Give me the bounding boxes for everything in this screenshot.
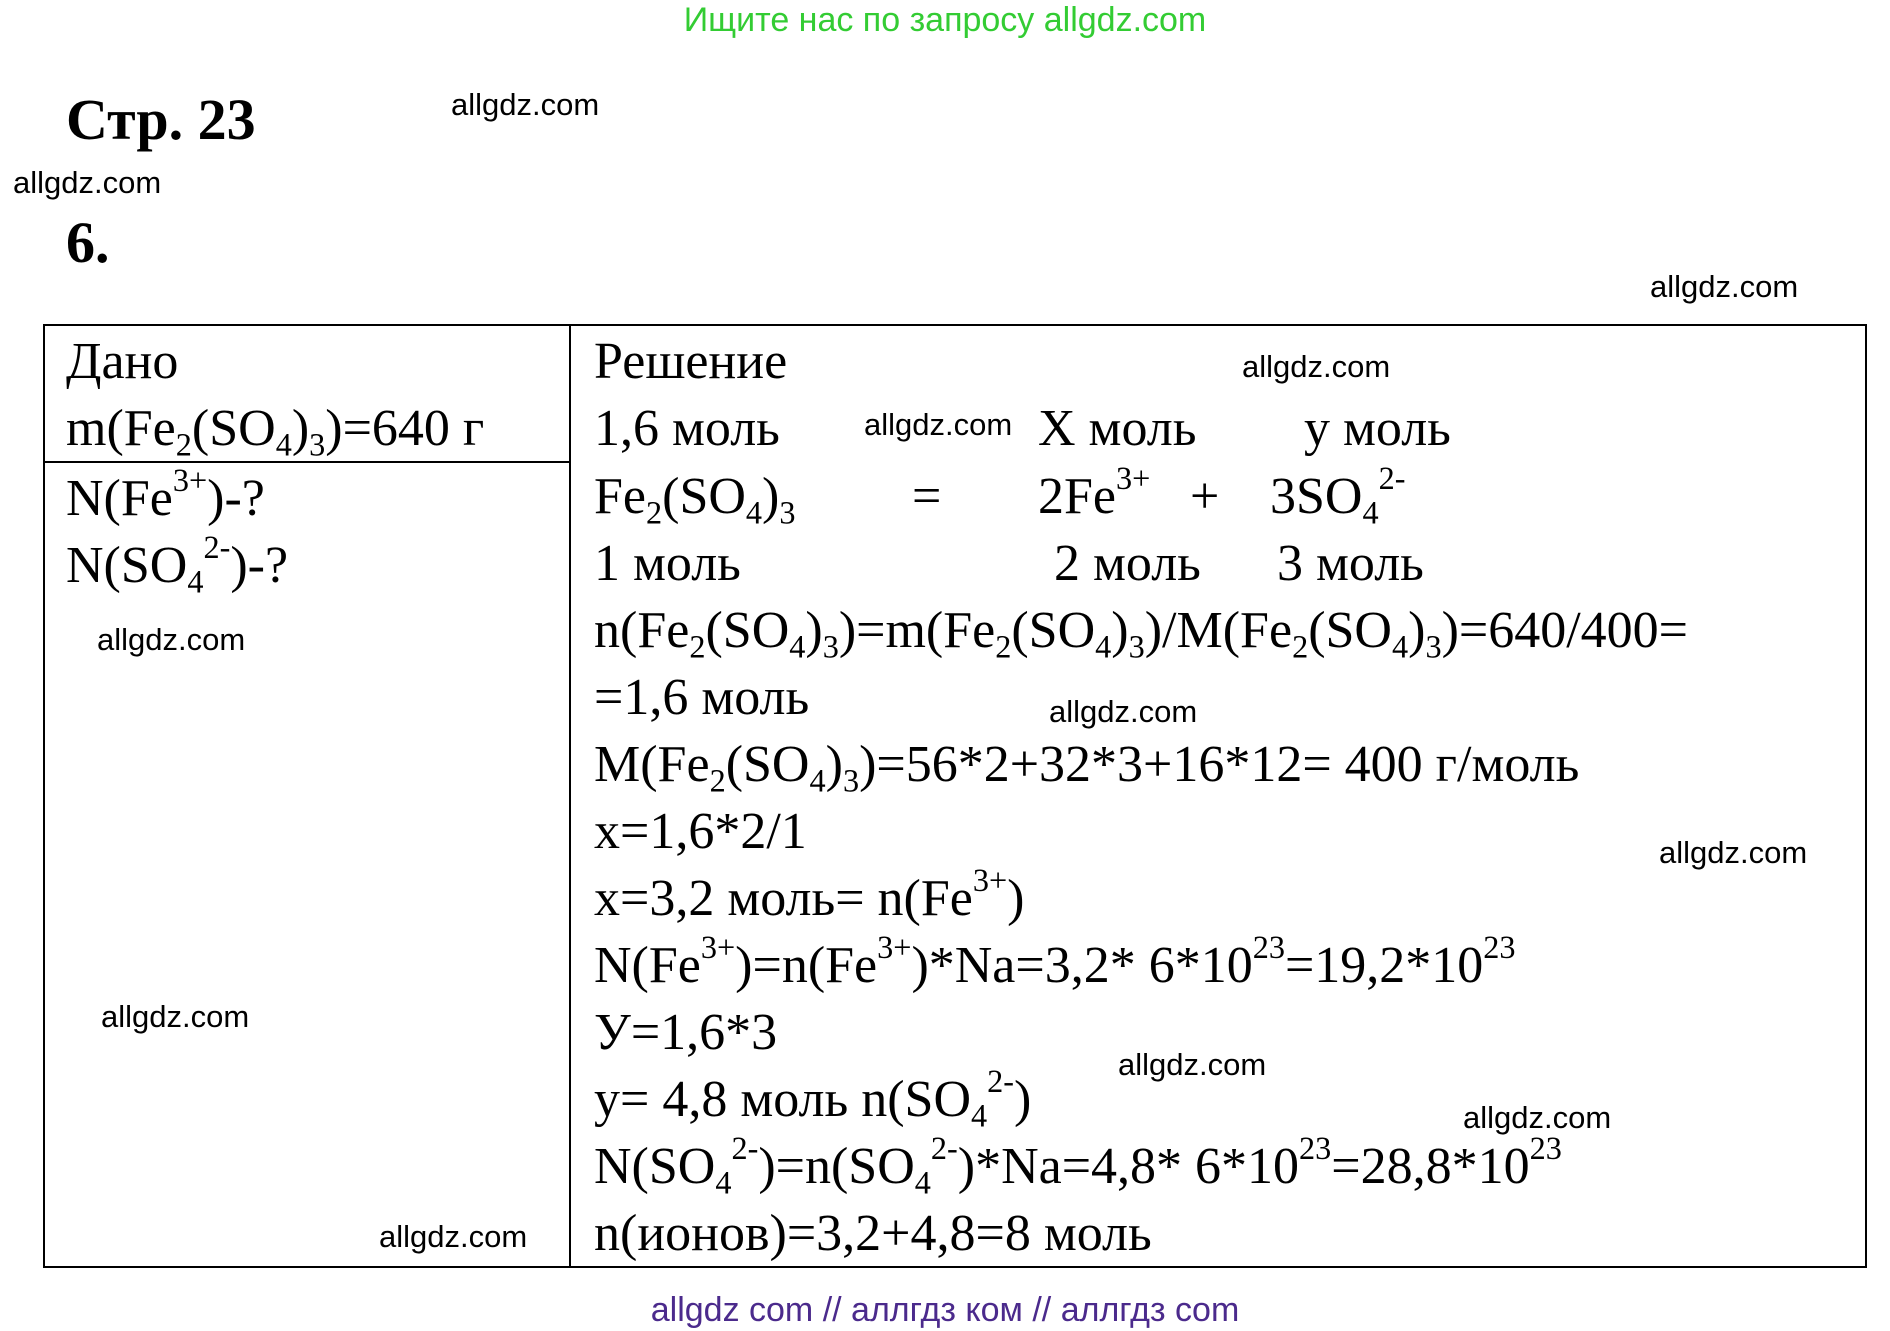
solution-title: Решение bbox=[594, 333, 788, 390]
moles-row: X моль bbox=[1038, 400, 1197, 457]
watermark: allgdz.com bbox=[1650, 269, 1799, 304]
page-label: Стр. 23 bbox=[66, 87, 256, 152]
column-divider bbox=[569, 324, 571, 1268]
fe-ion-count: $N(Fe^{3+})=n(Fe^{3+})*Na=3,2*$ $6*10^{23}=19,2*10^{23}$ bbox=[594, 928, 1516, 994]
watermark: allgdz.com bbox=[451, 87, 600, 122]
watermark: allgdz.com bbox=[1659, 835, 1808, 870]
dissociation-equation: = bbox=[912, 468, 942, 525]
moles-row: 1,6 моль bbox=[594, 400, 780, 457]
dissociation-equation: $Fe_2(SO_4)_3$ bbox=[594, 468, 796, 531]
dissociation-equation: + bbox=[1190, 468, 1220, 525]
find-fe-ions: $N(Fe^{3+})-$? bbox=[66, 461, 265, 527]
watermark: allgdz.com bbox=[864, 407, 1013, 442]
given-title: Дано bbox=[66, 333, 179, 390]
coefficient-row: 2 моль bbox=[1054, 535, 1201, 592]
total-ions: n(ионов)=3,2+4,8=8 моль bbox=[594, 1205, 1152, 1262]
dissociation-equation: $3SO_4^{2-}$ bbox=[1270, 459, 1406, 531]
task-number: 6. bbox=[66, 210, 110, 275]
watermark: allgdz.com bbox=[379, 1219, 528, 1254]
y-expression: У=1,6*3 bbox=[594, 1004, 778, 1061]
x-expression: x=1,6*2/1 bbox=[594, 803, 807, 860]
so4-ion-count: $N(SO_4^{2-})=n(SO_4^{2-})*Na=4,8*$ $6*10^{23}=28,8*10^{23}$ bbox=[594, 1129, 1562, 1201]
watermark: allgdz.com bbox=[1049, 694, 1198, 729]
watermark: allgdz.com bbox=[101, 999, 250, 1034]
molar-mass: $M(Fe_2(SO_4)_3)=56*2+32*3+16*12= 400$ г/моль bbox=[594, 736, 1580, 799]
watermark: allgdz.com bbox=[1118, 1047, 1267, 1082]
watermark: allgdz.com bbox=[13, 165, 162, 200]
y-value: y= 4,8 моль $n(SO_4^{2-})$ bbox=[594, 1062, 1032, 1134]
x-value: x=3,2 моль= $n(Fe^{3+})$ bbox=[594, 861, 1025, 927]
find-so4-ions: $N(SO_4^{2-})-$? bbox=[66, 528, 289, 600]
moles-row: y моль bbox=[1304, 400, 1451, 457]
watermark: allgdz.com bbox=[97, 622, 246, 657]
watermark: allgdz.com bbox=[1242, 349, 1391, 384]
given-mass: $m(Fe_2(SO_4)_3)=640$ г bbox=[66, 400, 485, 463]
top-banner: Ищите нас по запросу allgdz.com bbox=[683, 1, 1207, 39]
moles-result: =1,6 моль bbox=[594, 669, 810, 726]
bottom-banner: allgdz com // аллгдз ком // аллгдз com bbox=[650, 1291, 1240, 1329]
coefficient-row: 1 моль bbox=[594, 535, 741, 592]
coefficient-row: 3 моль bbox=[1277, 535, 1424, 592]
watermark: allgdz.com bbox=[1463, 1100, 1612, 1135]
moles-calculation: $n(Fe_2(SO_4)_3)=m(Fe_2(SO_4)_3)/M(Fe_2(SO_4)_3)=640/400=$ bbox=[594, 602, 1688, 665]
dissociation-equation: $2Fe^{3+}$ bbox=[1038, 459, 1151, 525]
